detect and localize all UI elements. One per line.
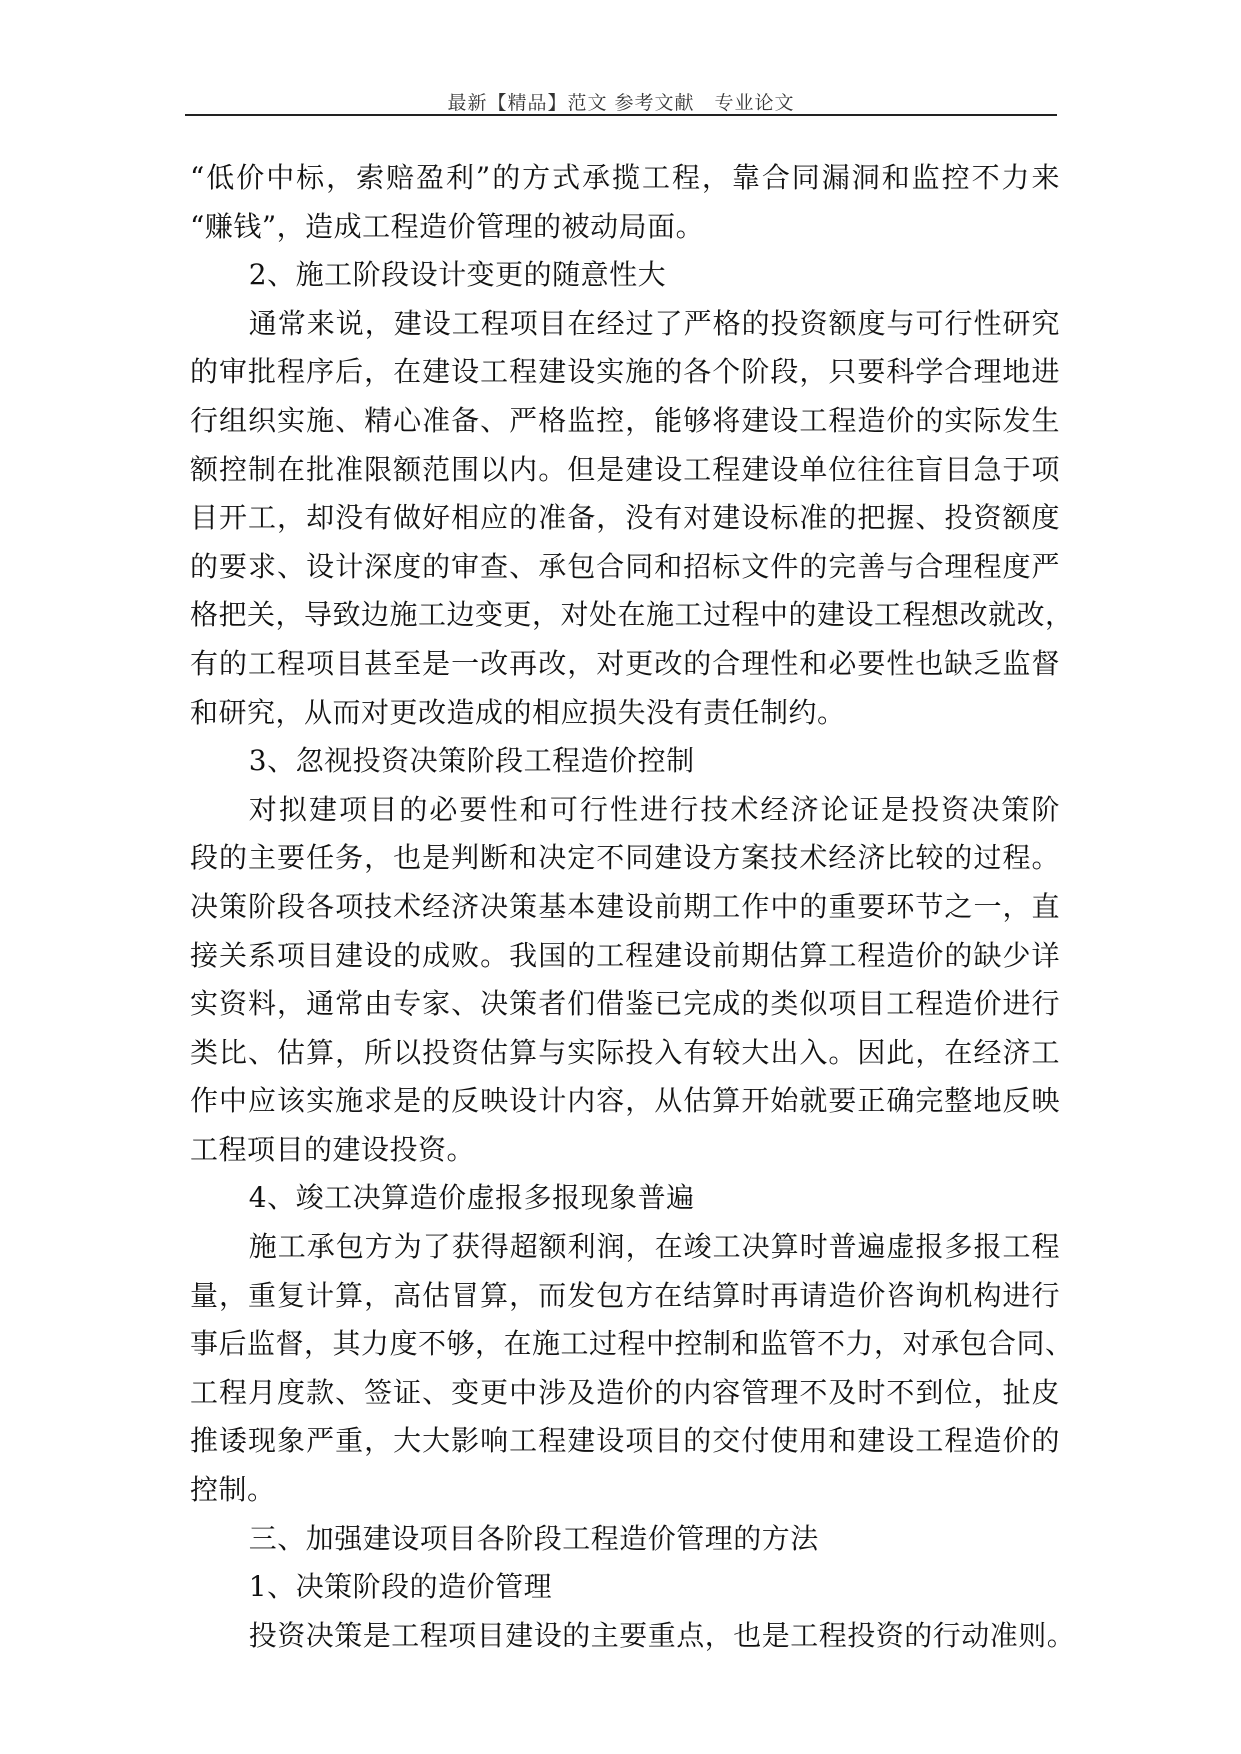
- text-line: 的审批程序后，在建设工程建设实施的各个阶段，只要科学合理地进: [190, 355, 1060, 389]
- text-line: 1、决策阶段的造价管理: [248, 1570, 553, 1604]
- text-line: 投资决策是工程项目建设的主要重点，也是工程投资的行动准则。: [248, 1618, 1076, 1652]
- text-line: “赚钱”，造成工程造价管理的被动局面。: [190, 209, 705, 243]
- text-line: 和研究，从而对更改造成的相应损失没有责任制约。: [190, 695, 846, 729]
- header-divider: [185, 114, 1057, 116]
- text-line: “低价中标，索赔盈利”的方式承揽工程，靠合同漏洞和监控不力来: [190, 161, 1060, 194]
- page-header: 最新【精品】范文 参考文献 专业论文: [447, 92, 795, 114]
- text-line: 的要求、设计深度的审查、承包合同和招标文件的完善与合理程度严: [190, 549, 1060, 583]
- text-line: 对拟建项目的必要性和可行性进行技术经济论证是投资决策阶: [248, 792, 1060, 826]
- text-line: 有的工程项目甚至是一改再改，对更改的合理性和必要性也缺乏监督: [190, 646, 1060, 680]
- text-line: 段的主要任务，也是判断和决定不同建设方案技术经济比较的过程。: [190, 841, 1060, 875]
- text-line: 控制。: [190, 1473, 276, 1507]
- body-text: [190, 154, 1076, 1660]
- text-line: 通常来说，建设工程项目在经过了严格的投资额度与可行性研究: [248, 306, 1060, 340]
- text-line: 额控制在批准限额范围以内。但是建设工程建设单位往往盲目急于项: [190, 452, 1060, 486]
- text-line: 事后监督，其力度不够，在施工过程中控制和监管不力，对承包合同、: [190, 1327, 1074, 1361]
- text-line: 工程项目的建设投资。: [190, 1132, 476, 1166]
- text-line: 2、施工阶段设计变更的随意性大: [248, 258, 667, 292]
- text-line: 量，重复计算，高估冒算，而发包方在结算时再请造价咨询机构进行: [190, 1278, 1060, 1312]
- text-line: 接关系项目建设的成败。我国的工程建设前期估算工程造价的缺少详: [190, 938, 1060, 972]
- text-line: 作中应该实施求是的反映设计内容，从估算开始就要正确完整地反映: [190, 1084, 1060, 1118]
- text-line: 行组织实施、精心准备、严格监控，能够将建设工程造价的实际发生: [190, 403, 1060, 437]
- text-line: 实资料，通常由专家、决策者们借鉴已完成的类似项目工程造价进行: [190, 987, 1060, 1021]
- text-line: 三、加强建设项目各阶段工程造价管理的方法: [248, 1521, 819, 1555]
- text-line: 推诿现象严重，大大影响工程建设项目的交付使用和建设工程造价的: [190, 1424, 1060, 1458]
- text-line: 3、忽视投资决策阶段工程造价控制: [248, 744, 695, 778]
- text-line: 施工承包方为了获得超额利润，在竣工决算时普遍虚报多报工程: [248, 1230, 1060, 1264]
- text-line: 决策阶段各项技术经济决策基本建设前期工作中的重要环节之一，直: [190, 889, 1060, 923]
- text-line: 目开工，却没有做好相应的准备，没有对建设标准的把握、投资额度: [190, 501, 1060, 535]
- text-line: 格把关，导致边施工边变更，对处在施工过程中的建设工程想改就改，: [190, 598, 1074, 632]
- text-line: 类比、估算，所以投资估算与实际投入有较大出入。因此，在经济工: [190, 1035, 1060, 1069]
- text-line: 工程月度款、签证、变更中涉及造价的内容管理不及时不到位，扯皮: [190, 1375, 1060, 1409]
- text-line: 4、竣工决算造价虚报多报现象普遍: [248, 1181, 695, 1215]
